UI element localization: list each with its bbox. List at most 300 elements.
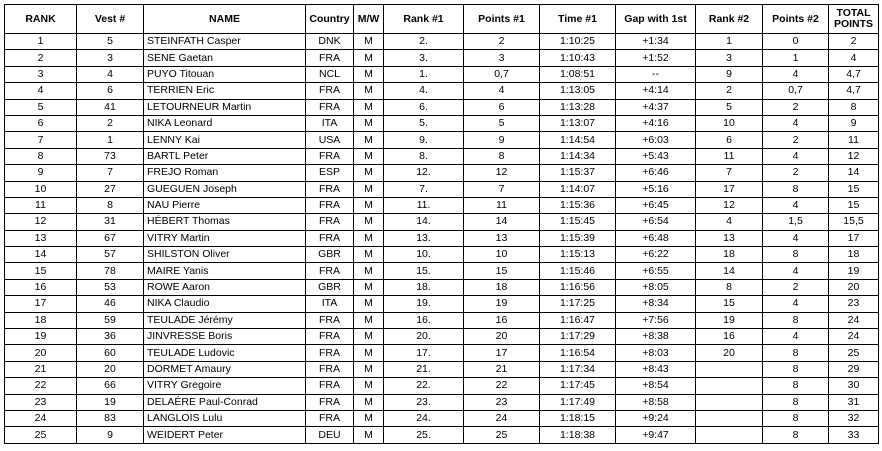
vest-cell: 20 xyxy=(77,361,144,377)
total-points-cell: 8 xyxy=(829,99,879,115)
results-body xyxy=(5,34,879,444)
gender-cell: M xyxy=(354,361,384,377)
table-row xyxy=(5,99,879,115)
total-points-cell: 4 xyxy=(829,50,879,66)
time-1-cell: 1:13:07 xyxy=(540,115,616,131)
total-points-cell: 18 xyxy=(829,247,879,263)
name-cell: FREJO Roman xyxy=(144,165,306,181)
gender-cell: M xyxy=(354,247,384,263)
gap-cell: +8:54 xyxy=(616,378,696,394)
total-points-cell: 23 xyxy=(829,296,879,312)
gender-cell: M xyxy=(354,115,384,131)
country-cell: FRA xyxy=(306,230,354,246)
gap-cell: +4:14 xyxy=(616,83,696,99)
rank-cell: 22 xyxy=(5,378,77,394)
table-row xyxy=(5,410,879,426)
points-2-cell: 4 xyxy=(763,115,829,131)
rank-1-cell: 17. xyxy=(384,345,464,361)
total-points-cell: 4,7 xyxy=(829,83,879,99)
country-cell: FRA xyxy=(306,50,354,66)
gender-cell: M xyxy=(354,410,384,426)
name-cell: GUEGUEN Joseph xyxy=(144,181,306,197)
total-points-cell: 24 xyxy=(829,312,879,328)
name-cell: LENNY Kai xyxy=(144,132,306,148)
rank-1-cell: 22. xyxy=(384,378,464,394)
rank-1-cell: 15. xyxy=(384,263,464,279)
rank-1-cell: 24. xyxy=(384,410,464,426)
time-1-cell: 1:15:39 xyxy=(540,230,616,246)
time-1-cell: 1:16:47 xyxy=(540,312,616,328)
name-cell: DORMET Amaury xyxy=(144,361,306,377)
rank-2-cell xyxy=(696,361,763,377)
rank-cell: 2 xyxy=(5,50,77,66)
name-cell: HÉBERT Thomas xyxy=(144,214,306,230)
vest-cell: 8 xyxy=(77,197,144,213)
rank-1-cell: 4. xyxy=(384,83,464,99)
gender-cell: M xyxy=(354,263,384,279)
rank-2-cell xyxy=(696,427,763,443)
points-2-cell: 1 xyxy=(763,50,829,66)
country-cell: NCL xyxy=(306,66,354,82)
gender-cell: M xyxy=(354,148,384,164)
table-row xyxy=(5,34,879,50)
points-1-cell: 2 xyxy=(464,34,540,50)
name-cell: LETOURNEUR Martin xyxy=(144,99,306,115)
rank-1-cell: 23. xyxy=(384,394,464,410)
rank-1-cell: 10. xyxy=(384,247,464,263)
rank-cell: 5 xyxy=(5,99,77,115)
table-row xyxy=(5,148,879,164)
table-row xyxy=(5,279,879,295)
points-1-cell: 13 xyxy=(464,230,540,246)
gender-cell: M xyxy=(354,345,384,361)
gap-cell: +5:16 xyxy=(616,181,696,197)
country-cell: FRA xyxy=(306,148,354,164)
rank-cell: 10 xyxy=(5,181,77,197)
rank-1-cell: 8. xyxy=(384,148,464,164)
country-cell: GBR xyxy=(306,247,354,263)
gender-cell: M xyxy=(354,66,384,82)
rank-2-cell: 6 xyxy=(696,132,763,148)
gap-cell: +8:43 xyxy=(616,361,696,377)
rank-1-cell: 18. xyxy=(384,279,464,295)
rank-1-cell: 9. xyxy=(384,132,464,148)
total-points-cell: 9 xyxy=(829,115,879,131)
points-2-cell: 8 xyxy=(763,410,829,426)
table-row xyxy=(5,165,879,181)
points-1-cell: 25 xyxy=(464,427,540,443)
points-1-cell: 10 xyxy=(464,247,540,263)
gap-cell: -- xyxy=(616,66,696,82)
vest-cell: 59 xyxy=(77,312,144,328)
total-points-cell: 17 xyxy=(829,230,879,246)
time-1-cell: 1:14:07 xyxy=(540,181,616,197)
country-cell: FRA xyxy=(306,83,354,99)
gender-cell: M xyxy=(354,394,384,410)
country-cell: FRA xyxy=(306,99,354,115)
table-row xyxy=(5,394,879,410)
header-row xyxy=(5,5,879,34)
time-1-cell: 1:15:36 xyxy=(540,197,616,213)
total-points-cell: 24 xyxy=(829,329,879,345)
time-1-cell: 1:17:49 xyxy=(540,394,616,410)
name-cell: SHILSTON Oliver xyxy=(144,247,306,263)
time-1-cell: 1:14:54 xyxy=(540,132,616,148)
time-1-cell: 1:16:54 xyxy=(540,345,616,361)
country-cell: FRA xyxy=(306,378,354,394)
rank-2-cell: 14 xyxy=(696,263,763,279)
table-row xyxy=(5,345,879,361)
rank-2-cell: 13 xyxy=(696,230,763,246)
points-2-cell: 2 xyxy=(763,132,829,148)
rank-1-cell: 12. xyxy=(384,165,464,181)
gap-cell: +8:58 xyxy=(616,394,696,410)
rank-2-cell: 7 xyxy=(696,165,763,181)
points-1-cell: 11 xyxy=(464,197,540,213)
country-cell: FRA xyxy=(306,394,354,410)
country-cell: USA xyxy=(306,132,354,148)
name-cell: STEINFATH Casper xyxy=(144,34,306,50)
header-name: NAME xyxy=(144,5,306,34)
header-rank-2: Rank #2 xyxy=(696,5,763,34)
vest-cell: 66 xyxy=(77,378,144,394)
time-1-cell: 1:13:28 xyxy=(540,99,616,115)
table-row xyxy=(5,132,879,148)
rank-2-cell: 16 xyxy=(696,329,763,345)
time-1-cell: 1:10:25 xyxy=(540,34,616,50)
vest-cell: 19 xyxy=(77,394,144,410)
vest-cell: 46 xyxy=(77,296,144,312)
total-points-cell: 25 xyxy=(829,345,879,361)
time-1-cell: 1:17:45 xyxy=(540,378,616,394)
total-points-cell: 2 xyxy=(829,34,879,50)
rank-cell: 24 xyxy=(5,410,77,426)
rank-cell: 11 xyxy=(5,197,77,213)
name-cell: NAU Pierre xyxy=(144,197,306,213)
points-2-cell: 8 xyxy=(763,345,829,361)
gap-cell: +8:38 xyxy=(616,329,696,345)
header-country: Country xyxy=(306,5,354,34)
points-2-cell: 8 xyxy=(763,181,829,197)
table-row xyxy=(5,115,879,131)
points-1-cell: 6 xyxy=(464,99,540,115)
points-1-cell: 21 xyxy=(464,361,540,377)
gap-cell: +9:47 xyxy=(616,427,696,443)
header-rank-1: Rank #1 xyxy=(384,5,464,34)
points-1-cell: 0,7 xyxy=(464,66,540,82)
name-cell: TEULADE Jérémy xyxy=(144,312,306,328)
gap-cell: +8:05 xyxy=(616,279,696,295)
name-cell: LANGLOIS Lulu xyxy=(144,410,306,426)
total-points-cell: 31 xyxy=(829,394,879,410)
time-1-cell: 1:15:46 xyxy=(540,263,616,279)
gender-cell: M xyxy=(354,312,384,328)
rank-2-cell: 12 xyxy=(696,197,763,213)
country-cell: FRA xyxy=(306,312,354,328)
name-cell: VITRY Martin xyxy=(144,230,306,246)
rank-1-cell: 19. xyxy=(384,296,464,312)
gender-cell: M xyxy=(354,427,384,443)
vest-cell: 73 xyxy=(77,148,144,164)
time-1-cell: 1:18:38 xyxy=(540,427,616,443)
rank-cell: 1 xyxy=(5,34,77,50)
time-1-cell: 1:13:05 xyxy=(540,83,616,99)
country-cell: ESP xyxy=(306,165,354,181)
vest-cell: 78 xyxy=(77,263,144,279)
points-2-cell: 0,7 xyxy=(763,83,829,99)
vest-cell: 83 xyxy=(77,410,144,426)
rank-cell: 19 xyxy=(5,329,77,345)
vest-cell: 7 xyxy=(77,165,144,181)
gap-cell: +1:34 xyxy=(616,34,696,50)
points-1-cell: 19 xyxy=(464,296,540,312)
gender-cell: M xyxy=(354,214,384,230)
rank-1-cell: 16. xyxy=(384,312,464,328)
table-row xyxy=(5,50,879,66)
rank-cell: 18 xyxy=(5,312,77,328)
total-points-cell: 30 xyxy=(829,378,879,394)
gender-cell: M xyxy=(354,165,384,181)
header-total-points: TOTAL POINTS xyxy=(829,5,879,34)
name-cell: TERRIEN Eric xyxy=(144,83,306,99)
points-1-cell: 4 xyxy=(464,83,540,99)
total-points-cell: 11 xyxy=(829,132,879,148)
points-2-cell: 4 xyxy=(763,329,829,345)
country-cell: FRA xyxy=(306,197,354,213)
header-vest: Vest # xyxy=(77,5,144,34)
table-row xyxy=(5,329,879,345)
gap-cell: +4:37 xyxy=(616,99,696,115)
total-points-cell: 15 xyxy=(829,181,879,197)
points-2-cell: 4 xyxy=(763,230,829,246)
points-2-cell: 8 xyxy=(763,247,829,263)
points-2-cell: 8 xyxy=(763,312,829,328)
gender-cell: M xyxy=(354,34,384,50)
points-2-cell: 8 xyxy=(763,394,829,410)
total-points-cell: 15,5 xyxy=(829,214,879,230)
rank-2-cell: 15 xyxy=(696,296,763,312)
country-cell: FRA xyxy=(306,410,354,426)
country-cell: FRA xyxy=(306,181,354,197)
vest-cell: 3 xyxy=(77,50,144,66)
rank-1-cell: 14. xyxy=(384,214,464,230)
name-cell: ROWE Aaron xyxy=(144,279,306,295)
table-row xyxy=(5,378,879,394)
points-2-cell: 4 xyxy=(763,66,829,82)
table-row xyxy=(5,230,879,246)
gap-cell: +8:34 xyxy=(616,296,696,312)
header-time-1: Time #1 xyxy=(540,5,616,34)
points-1-cell: 17 xyxy=(464,345,540,361)
rank-1-cell: 3. xyxy=(384,50,464,66)
country-cell: ITA xyxy=(306,115,354,131)
vest-cell: 57 xyxy=(77,247,144,263)
name-cell: SENE Gaetan xyxy=(144,50,306,66)
rank-cell: 9 xyxy=(5,165,77,181)
name-cell: VITRY Gregoire xyxy=(144,378,306,394)
vest-cell: 36 xyxy=(77,329,144,345)
name-cell: MAIRE Yanis xyxy=(144,263,306,279)
total-points-cell: 15 xyxy=(829,197,879,213)
rank-cell: 23 xyxy=(5,394,77,410)
rank-cell: 15 xyxy=(5,263,77,279)
country-cell: DEU xyxy=(306,427,354,443)
points-2-cell: 8 xyxy=(763,361,829,377)
vest-cell: 41 xyxy=(77,99,144,115)
points-2-cell: 4 xyxy=(763,197,829,213)
country-cell: ITA xyxy=(306,296,354,312)
table-row xyxy=(5,66,879,82)
table-row xyxy=(5,427,879,443)
points-1-cell: 9 xyxy=(464,132,540,148)
rank-1-cell: 1. xyxy=(384,66,464,82)
table-row xyxy=(5,83,879,99)
rank-1-cell: 5. xyxy=(384,115,464,131)
table-row xyxy=(5,263,879,279)
country-cell: FRA xyxy=(306,345,354,361)
points-1-cell: 5 xyxy=(464,115,540,131)
time-1-cell: 1:15:45 xyxy=(540,214,616,230)
gender-cell: M xyxy=(354,378,384,394)
name-cell: NIKA Claudio xyxy=(144,296,306,312)
points-2-cell: 8 xyxy=(763,378,829,394)
rank-2-cell: 5 xyxy=(696,99,763,115)
name-cell: WEIDERT Peter xyxy=(144,427,306,443)
country-cell: FRA xyxy=(306,361,354,377)
name-cell: NIKA Leonard xyxy=(144,115,306,131)
gender-cell: M xyxy=(354,279,384,295)
gender-cell: M xyxy=(354,181,384,197)
rank-2-cell: 20 xyxy=(696,345,763,361)
header-points-1: Points #1 xyxy=(464,5,540,34)
points-1-cell: 22 xyxy=(464,378,540,394)
country-cell: FRA xyxy=(306,329,354,345)
points-2-cell: 0 xyxy=(763,34,829,50)
points-1-cell: 3 xyxy=(464,50,540,66)
rank-2-cell: 3 xyxy=(696,50,763,66)
vest-cell: 4 xyxy=(77,66,144,82)
rank-cell: 25 xyxy=(5,427,77,443)
points-2-cell: 4 xyxy=(763,296,829,312)
rank-cell: 14 xyxy=(5,247,77,263)
gender-cell: M xyxy=(354,197,384,213)
points-1-cell: 7 xyxy=(464,181,540,197)
rank-2-cell: 1 xyxy=(696,34,763,50)
points-2-cell: 1,5 xyxy=(763,214,829,230)
gap-cell: +1:52 xyxy=(616,50,696,66)
rank-1-cell: 7. xyxy=(384,181,464,197)
points-1-cell: 23 xyxy=(464,394,540,410)
total-points-cell: 14 xyxy=(829,165,879,181)
vest-cell: 27 xyxy=(77,181,144,197)
vest-cell: 6 xyxy=(77,83,144,99)
gap-cell: +6:48 xyxy=(616,230,696,246)
rank-cell: 12 xyxy=(5,214,77,230)
gap-cell: +7:56 xyxy=(616,312,696,328)
gap-cell: +9:24 xyxy=(616,410,696,426)
rank-2-cell: 8 xyxy=(696,279,763,295)
points-2-cell: 2 xyxy=(763,279,829,295)
table-row xyxy=(5,312,879,328)
gap-cell: +6:45 xyxy=(616,197,696,213)
rank-2-cell: 10 xyxy=(696,115,763,131)
rank-cell: 8 xyxy=(5,148,77,164)
points-1-cell: 20 xyxy=(464,329,540,345)
rank-cell: 7 xyxy=(5,132,77,148)
points-1-cell: 18 xyxy=(464,279,540,295)
gap-cell: +5:43 xyxy=(616,148,696,164)
rank-1-cell: 21. xyxy=(384,361,464,377)
total-points-cell: 19 xyxy=(829,263,879,279)
gender-cell: M xyxy=(354,296,384,312)
time-1-cell: 1:15:13 xyxy=(540,247,616,263)
country-cell: FRA xyxy=(306,214,354,230)
vest-cell: 9 xyxy=(77,427,144,443)
vest-cell: 60 xyxy=(77,345,144,361)
header-points-2: Points #2 xyxy=(763,5,829,34)
points-2-cell: 2 xyxy=(763,99,829,115)
points-1-cell: 15 xyxy=(464,263,540,279)
name-cell: JINVRESSE Boris xyxy=(144,329,306,345)
rank-2-cell xyxy=(696,410,763,426)
rank-2-cell: 4 xyxy=(696,214,763,230)
gender-cell: M xyxy=(354,329,384,345)
rank-1-cell: 2. xyxy=(384,34,464,50)
rank-2-cell xyxy=(696,378,763,394)
total-points-cell: 4,7 xyxy=(829,66,879,82)
time-1-cell: 1:18:15 xyxy=(540,410,616,426)
points-2-cell: 4 xyxy=(763,263,829,279)
table-row xyxy=(5,181,879,197)
vest-cell: 1 xyxy=(77,132,144,148)
vest-cell: 31 xyxy=(77,214,144,230)
country-cell: DNK xyxy=(306,34,354,50)
rank-2-cell: 18 xyxy=(696,247,763,263)
gap-cell: +6:03 xyxy=(616,132,696,148)
rank-1-cell: 25. xyxy=(384,427,464,443)
rank-cell: 20 xyxy=(5,345,77,361)
points-1-cell: 24 xyxy=(464,410,540,426)
time-1-cell: 1:17:25 xyxy=(540,296,616,312)
gap-cell: +8:03 xyxy=(616,345,696,361)
rank-1-cell: 6. xyxy=(384,99,464,115)
rank-cell: 21 xyxy=(5,361,77,377)
points-1-cell: 12 xyxy=(464,165,540,181)
rank-1-cell: 13. xyxy=(384,230,464,246)
points-2-cell: 2 xyxy=(763,165,829,181)
gender-cell: M xyxy=(354,83,384,99)
time-1-cell: 1:15:37 xyxy=(540,165,616,181)
time-1-cell: 1:08:51 xyxy=(540,66,616,82)
vest-cell: 67 xyxy=(77,230,144,246)
time-1-cell: 1:10:43 xyxy=(540,50,616,66)
rank-cell: 16 xyxy=(5,279,77,295)
gap-cell: +6:54 xyxy=(616,214,696,230)
table-row xyxy=(5,247,879,263)
time-1-cell: 1:16:56 xyxy=(540,279,616,295)
total-points-cell: 20 xyxy=(829,279,879,295)
name-cell: TEULADE Ludovic xyxy=(144,345,306,361)
total-points-cell: 12 xyxy=(829,148,879,164)
name-cell: DELAÉRE Paul-Conrad xyxy=(144,394,306,410)
table-row xyxy=(5,197,879,213)
name-cell: PUYO Titouan xyxy=(144,66,306,82)
rank-2-cell: 9 xyxy=(696,66,763,82)
gender-cell: M xyxy=(354,99,384,115)
gap-cell: +6:46 xyxy=(616,165,696,181)
points-2-cell: 4 xyxy=(763,148,829,164)
country-cell: FRA xyxy=(306,263,354,279)
